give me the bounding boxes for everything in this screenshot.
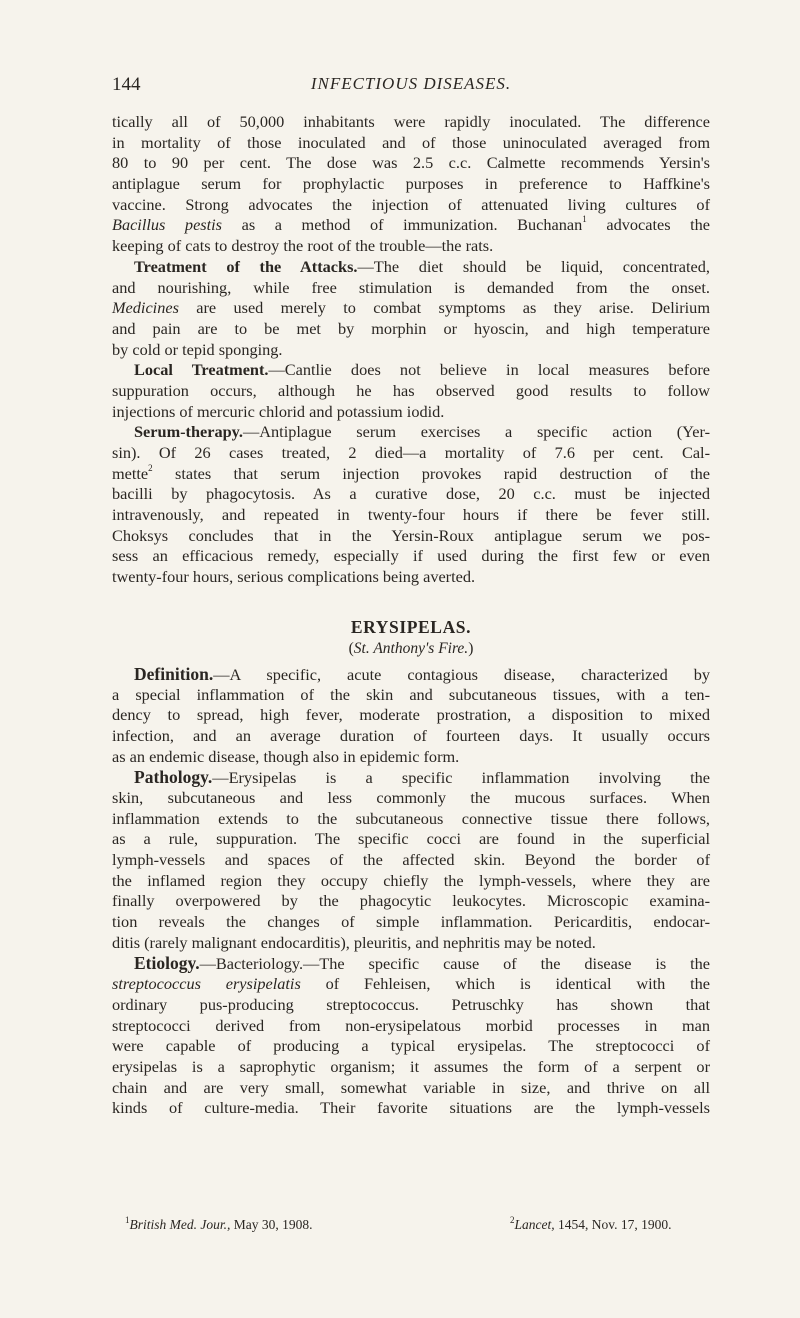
italic-term: St. Anthony's Fire.: [353, 639, 469, 657]
text-line: sess an efficacious remedy, especially if used during the first few or even: [112, 546, 710, 566]
text-line: twenty-four hours, serious complications being averted.: [112, 567, 476, 587]
text-line: [112, 664, 710, 685]
text-line: injections of mercuric chlorid and potassium iodid.: [112, 401, 445, 421]
page-header: [112, 74, 710, 100]
text-span: —Antiplague serum exercises a specific action (Yer-: [242, 422, 710, 442]
paragraph-prophylaxis: [112, 112, 710, 257]
text-span: 1454, Nov. 17, 1900.: [554, 1217, 672, 1232]
text-line: keeping of cats to destroy the root of the trouble—the rats.: [112, 236, 494, 256]
paragraph-etiology: [112, 953, 710, 1119]
text-line: as an endemic disease, though also in epidemic form.: [112, 746, 460, 766]
text-line: [112, 974, 710, 995]
text-line: the inflamed region they occupy chiefly the lymph-vessels, where they are: [112, 870, 710, 890]
text-span: —Cantlie does not believe in local measures before: [268, 360, 710, 380]
paragraph-treatment-attacks: [112, 257, 710, 360]
text-line: 80 to 90 per cent. The dose was 2.5 c.c. Calmette recommends Yersin's: [112, 153, 710, 173]
text-line: tion reveals the changes of simple inflammation. Pericarditis, endocar-: [112, 912, 710, 932]
text-line: ordinary pus-producing streptococcus. Petruschky has shown that: [112, 994, 710, 1014]
section-subtitle: [112, 638, 710, 660]
running-title: INFECTIOUS DISEASES.: [310, 74, 512, 93]
text-line: and nourishing, while free stimulation is demanded from the onset.: [112, 277, 710, 297]
footnote-ref: 2: [148, 462, 153, 473]
text-line: [112, 767, 710, 788]
text-line: [112, 953, 710, 974]
text-line: infection, and an average duration of fourteen days. It usually occurs: [112, 725, 710, 745]
text-line: antiplague serum for prophylactic purposes in preference to Haffkine's: [112, 174, 710, 194]
footnote-marker: 2: [510, 1215, 515, 1225]
text-span: May 30, 1908.: [230, 1217, 313, 1232]
text-span: —A specific, acute contagious disease, characterized by: [213, 664, 710, 684]
text-span: advocates the: [586, 215, 711, 235]
section-title: ERYSIPELAS.: [350, 616, 472, 637]
text-line: were capable of producing a typical erysipelas. The streptococci of: [112, 1036, 710, 1056]
footnote-2: [510, 1216, 672, 1234]
italic-term: streptococcus erysipelatis: [112, 974, 301, 994]
text-line: Choksys concludes that in the Yersin-Roux antiplague serum we pos-: [112, 525, 710, 545]
footnote-marker: 1: [125, 1215, 130, 1225]
italic-term: Lancet,: [514, 1217, 555, 1232]
paragraph-definition: [112, 664, 710, 767]
text-line: vaccine. Strong advocates the injection of attenuated living cultures of: [112, 194, 710, 214]
text-span: states that serum injection provokes rapid destruction of the: [152, 463, 710, 483]
paragraph-heading: Pathology.: [134, 767, 213, 788]
paragraph-heading: Treatment of the Attacks.: [134, 256, 358, 276]
italic-term: British Med. Jour.,: [129, 1217, 231, 1232]
text-span: as a method of immunization. Buchanan: [222, 215, 583, 235]
body-text: [112, 112, 710, 1119]
text-line: chain and are very small, somewhat variable in size, and thrive on all: [112, 1077, 710, 1097]
text-line: sin). Of 26 cases treated, 2 died—a mortality of 7.6 per cent. Cal-: [112, 443, 710, 462]
footnote-1: [125, 1216, 313, 1234]
page-number: 144: [112, 74, 141, 95]
text-span: of Fehleisen, which is identical with the: [300, 974, 710, 994]
text-line: skin, subcutaneous and less commonly the mucous surfaces. When: [112, 787, 710, 807]
text-line: [112, 360, 710, 381]
text-line: lymph-vessels and spaces of the affected skin. Beyond the border of: [112, 850, 710, 869]
footnotes: [125, 1216, 710, 1234]
italic-term: Medicines: [112, 298, 179, 318]
text-line: streptococci derived from non-erysipelatous morbid processes in man: [112, 1015, 710, 1035]
paragraph-heading: Etiology.: [134, 953, 200, 974]
paragraph-serum-therapy: [112, 422, 710, 588]
text-line: [112, 464, 710, 485]
text-span: —Erysipelas is a specific inflammation involving the: [212, 768, 710, 788]
paragraph-heading: Local Treatment.: [134, 360, 269, 380]
text-span: —The diet should be liquid, concentrated,: [357, 256, 710, 276]
text-line: erysipelas is a saprophytic organism; it assumes the form of a serpent or: [112, 1056, 710, 1076]
text-line: as a rule, suppuration. The specific cocci are found in the superficial: [112, 829, 710, 849]
text-line: [112, 422, 710, 443]
text-line: inflammation extends to the subcutaneous connective tissue there follows,: [112, 808, 710, 828]
text-line: bacilli by phagocytosis. As a curative dose, 20 c.c. must be injected: [112, 484, 710, 504]
text-line: and pain are to be met by morphin or hyoscin, and high temperature: [112, 318, 710, 338]
text-line: in mortality of those inoculated and of those uninoculated averaged from: [112, 132, 710, 152]
text-line: intravenously, and repeated in twenty-four hours if there be fever still.: [112, 505, 710, 525]
text-span: (: [348, 639, 354, 657]
text-line: a special inflammation of the skin and subcutaneous tissues, with a ten-: [112, 684, 710, 704]
text-line: finally overpowered by the phagocytic leukocytes. Microscopic examina-: [112, 891, 710, 911]
paragraph-heading: Serum-therapy.: [134, 422, 243, 442]
text-line: [112, 298, 710, 319]
text-line: tically all of 50,000 inhabitants were rapidly inoculated. The difference: [112, 112, 710, 131]
text-line: dency to spread, high fever, moderate prostration, a disposition to mixed: [112, 705, 710, 725]
text-span: mette: [112, 463, 149, 483]
text-line: kinds of culture-media. Their favorite situations are the lymph-vessels: [112, 1098, 710, 1118]
paragraph-heading: Definition.: [134, 663, 214, 684]
footnote-ref: 1: [582, 214, 587, 225]
text-span: ): [468, 639, 474, 657]
text-line: by cold or tepid sponging.: [112, 339, 283, 359]
italic-term: Bacillus pestis: [112, 215, 223, 235]
text-span: —Bacteriology.—The specific cause of the disease is the: [199, 954, 710, 974]
text-line: suppuration occurs, although he has observed good results to follow: [112, 380, 710, 400]
text-line: ditis (rarely malignant endocarditis), pleuritis, and nephritis may be noted.: [112, 932, 596, 952]
paragraph-local-treatment: [112, 360, 710, 422]
text-line: [112, 257, 710, 278]
paragraph-pathology: [112, 767, 710, 953]
text-line: [112, 215, 710, 236]
text-span: are used merely to combat symptoms as they arise. Delirium: [178, 298, 710, 318]
